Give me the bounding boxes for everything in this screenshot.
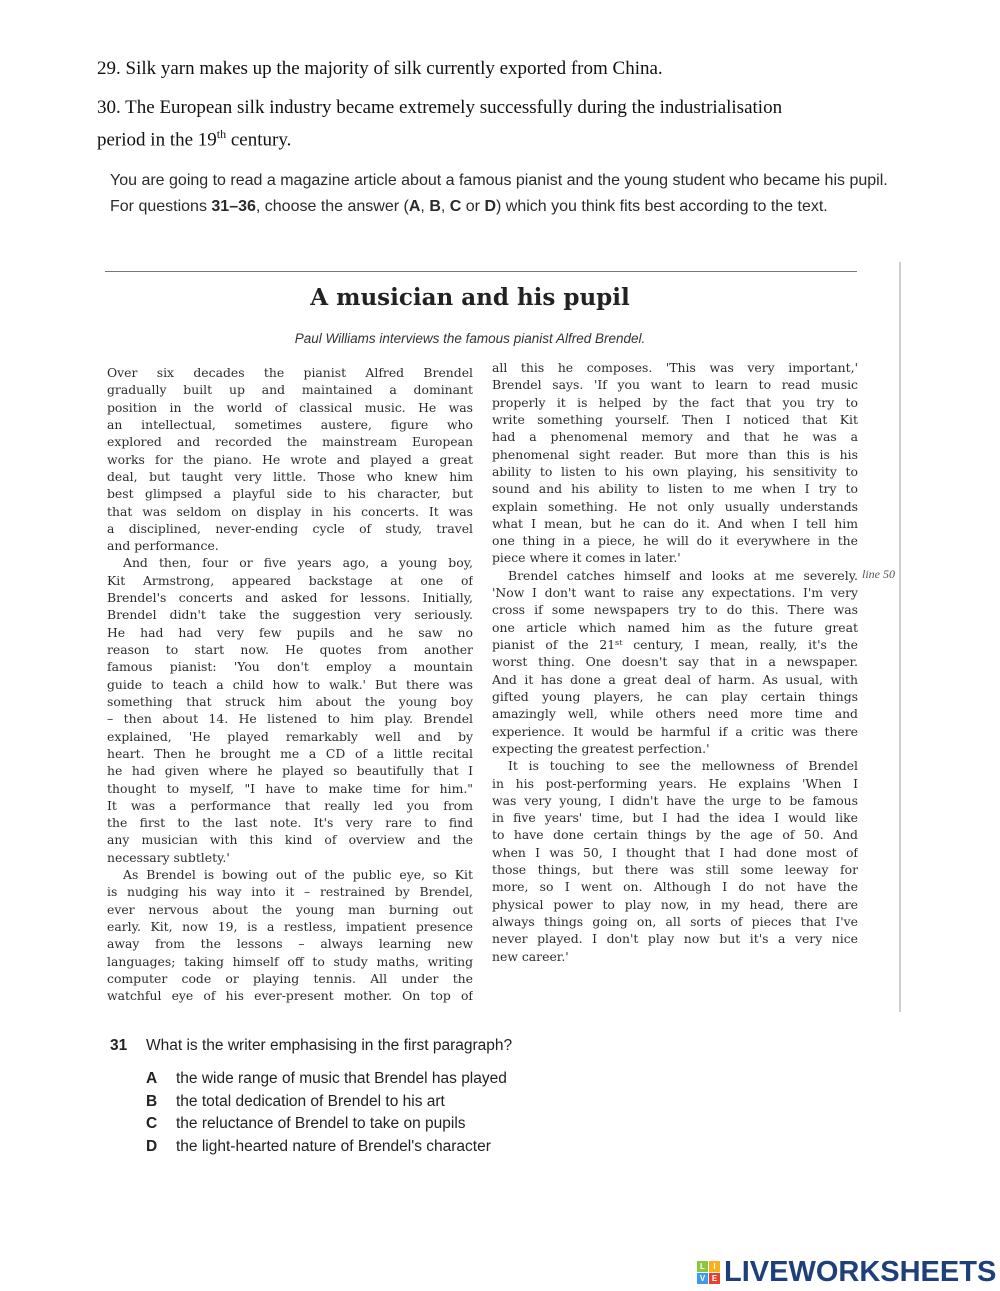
q30-superscript: th <box>216 127 227 141</box>
article-line: languages; taking himself off to study maths, writing <box>107 953 473 969</box>
option-letter: B <box>146 1093 158 1110</box>
article-line: any musician with this kind of overview and the <box>107 832 473 848</box>
article-line: experience. It would be harmful if a critic was there <box>492 723 858 739</box>
article-line: new career.' <box>492 948 569 964</box>
article-line: cross if some newspapers try to do this. There was <box>492 602 858 618</box>
article-line: that was seldom on display in his concerts. It was <box>107 503 473 519</box>
article-line: when I was 50, I thought that I had done most of <box>492 844 858 860</box>
article-line: had a phenomenal memory and that he was a <box>492 429 858 445</box>
article-line: more, so I went on. Although I do not have the <box>492 879 858 895</box>
article-line: what I mean, but he can do it. And when I tell him <box>492 515 858 531</box>
logo-tiles <box>697 1261 720 1284</box>
option-letter: C <box>146 1115 158 1132</box>
article-line: gifted young players, he can play certain things <box>492 688 858 704</box>
scan-edge <box>899 262 901 1012</box>
article-line: thought to myself, "I have to make time for him." <box>107 780 473 796</box>
question-30-line-1: 30. The European silk industry became extremely successfully during the industrialisation <box>97 97 783 118</box>
option-text: the reluctance of Brendel to take on pupils <box>176 1115 466 1132</box>
article-line: heart. Then he brought me a CD of a little recital <box>107 745 473 761</box>
article-line: As Brendel is bowing out of the public eye, so Kit <box>123 867 473 883</box>
article-line: Brendel's concerts and asked for lessons. Initially, <box>107 590 473 606</box>
article-right-column <box>492 359 858 965</box>
q30-text: period in the 19 <box>97 129 217 151</box>
question-30 <box>97 94 782 153</box>
article-line: sound and his ability to listen to me when I try to <box>492 481 858 497</box>
article-line: And then, four or five years ago, a young boy, <box>123 555 473 571</box>
article-line: 'Now I don't want to raise any expectations. I'm very <box>492 585 858 601</box>
article-line: in five years' time, but I had the idea I would like <box>492 810 858 826</box>
answer-option-c[interactable] <box>146 1115 466 1133</box>
logo-tile: V <box>697 1273 708 1284</box>
article-line: those things, but there was still some leeway for <box>492 862 858 878</box>
option-text: the light-hearted nature of Brendel's character <box>176 1138 491 1155</box>
article-line: one thing in a piece, he will do it everywhere in the <box>492 533 858 549</box>
article-line: And it has done a great deal of harm. As usual, with <box>492 671 858 687</box>
article-line: never played. I don't play now but it's a very nice <box>492 931 858 947</box>
article-subtitle: Paul Williams interviews the famous pianist Alfred Brendel. <box>294 331 646 346</box>
article-title: A musician and his pupil <box>310 284 630 311</box>
instructions: You are going to read a magazine article about a famous pianist and the young student who became his pupil. For questions 31–36, choose the answer (A, B, C or D) which you think fits best according to the text. <box>110 172 888 215</box>
line-marker: line 50 <box>862 567 895 581</box>
article-line: explored and recorded the mainstream European <box>107 434 473 450</box>
question-31 <box>110 1037 512 1055</box>
article-line: he had given where he played so beautifully that I <box>107 763 473 779</box>
article-line: and performance. <box>107 538 219 554</box>
option-text: the wide range of music that Brendel has played <box>176 1070 507 1087</box>
article-line: one article which named him as the future great <box>492 619 858 635</box>
article-line: reason to start now. He quotes from another <box>107 642 473 657</box>
article-line: He had had very few pupils and he saw no <box>107 624 473 640</box>
article-line: guide to teach a child how to walk.' But there was <box>107 676 473 692</box>
article-line: worst thing. One doesn't say that in a newspaper. <box>492 654 858 670</box>
logo-wordmark: LIVEWORKSHEETS <box>724 1256 997 1288</box>
article-line: It is touching to see the mellowness of Brendel <box>508 758 858 774</box>
divider <box>105 271 857 272</box>
article-line: amazingly well, while others need more time and <box>492 706 858 722</box>
article-line: explained, 'He played remarkably well and by <box>107 728 473 744</box>
article-line: to have done certain things by the age of 50. And <box>492 827 858 843</box>
logo-tile: L <box>697 1261 708 1272</box>
article-line: Brendel catches himself and looks at me severely. <box>508 567 858 583</box>
option-letter: A <box>146 1070 158 1087</box>
answer-option-b[interactable] <box>146 1093 445 1111</box>
article-line: an intellectual, sometimes austere, figure who <box>107 416 473 432</box>
article-line: phenomenal sight reader. But more than this is his <box>492 446 858 462</box>
article-line: ever nervous about the young man burning out <box>107 901 473 917</box>
article-line: Kit Armstrong, appeared backstage at one of <box>107 572 473 588</box>
article-line: away from the lessons – always learning new <box>107 936 473 952</box>
article-line: something that struck him about the young boy <box>107 693 473 709</box>
article-line: is nudging his way into it – restrained by Brendel, <box>107 884 473 900</box>
article-line: explain something. He not only usually understands <box>492 498 858 514</box>
article-line: in his post-performing years. He explains 'When I <box>492 775 858 791</box>
article-line: pianist of the 21ˢᵗ century, I mean, really, it's the <box>492 637 858 652</box>
article-left-column <box>107 364 473 1005</box>
question-30-line-2 <box>97 121 782 153</box>
article-line: piece where it comes in later.' <box>492 550 681 566</box>
option-letter: D <box>146 1138 158 1155</box>
option-text: the total dedication of Brendel to his art <box>176 1093 445 1110</box>
article-line: gradually built up and maintained a dominant <box>107 382 473 398</box>
article-line: write something yourself. Then I noticed that Kit <box>492 411 858 427</box>
article-line: all this he composes. 'This was very important,' <box>492 360 858 375</box>
article-line: – then about 14. He listened to him play. Brendel <box>107 711 473 727</box>
liveworksheets-logo <box>697 1256 996 1289</box>
q30-text-end: century. <box>226 129 292 151</box>
answer-option-a[interactable] <box>146 1070 507 1088</box>
article-line: computer code or playing tennis. All under the <box>107 970 473 986</box>
logo-tile: E <box>709 1273 720 1284</box>
article-line: famous pianist: 'You don't employ a mountain <box>107 659 473 675</box>
article-line: deal, but taught very little. Those who knew him <box>107 468 473 484</box>
article-line: works for the piano. He wrote and played a great <box>107 451 473 467</box>
article-line: the first to the last note. It's very rare to find <box>107 815 473 831</box>
article-line: ability to listen to his own playing, his sensitivity to <box>492 463 858 479</box>
article-line: physical power to play now, in my head, there are <box>492 896 858 912</box>
article-line: It was a performance that really led you from <box>107 797 473 813</box>
article-line: early. Kit, now 19, is a restless, impatient presence <box>107 919 473 934</box>
article-line: position in the world of classical music. He was <box>107 399 473 415</box>
article-line: watchful eye of his ever-present mother. On top of <box>107 988 473 1004</box>
article-line: best glimpsed a playful side to his character, but <box>107 486 473 502</box>
logo-tile: I <box>709 1261 720 1272</box>
article-line: a disciplined, never-ending cycle of study, travel <box>107 520 473 536</box>
article-line: was very young, I didn't have the urge to be famous <box>492 792 858 808</box>
answer-option-d[interactable] <box>146 1138 491 1156</box>
question-text: What is the writer emphasising in the first paragraph? <box>146 1037 513 1054</box>
article-line: expecting the greatest perfection.' <box>492 740 710 756</box>
question-number: 31 <box>110 1037 128 1054</box>
article-line: always things going on, all sorts of pieces that I've <box>492 914 858 929</box>
article-line: necessary subtlety.' <box>107 849 230 865</box>
article-line: Over six decades the pianist Alfred Brendel <box>107 365 473 380</box>
article-line: properly it is helped by the fact that you try to <box>492 394 858 410</box>
question-29: 29. Silk yarn makes up the majority of silk currently exported from China. <box>97 58 663 79</box>
article-line: Brendel didn't take the suggestion very seriously. <box>107 607 473 623</box>
article-line: Brendel says. 'If you want to learn to read music <box>492 377 858 393</box>
